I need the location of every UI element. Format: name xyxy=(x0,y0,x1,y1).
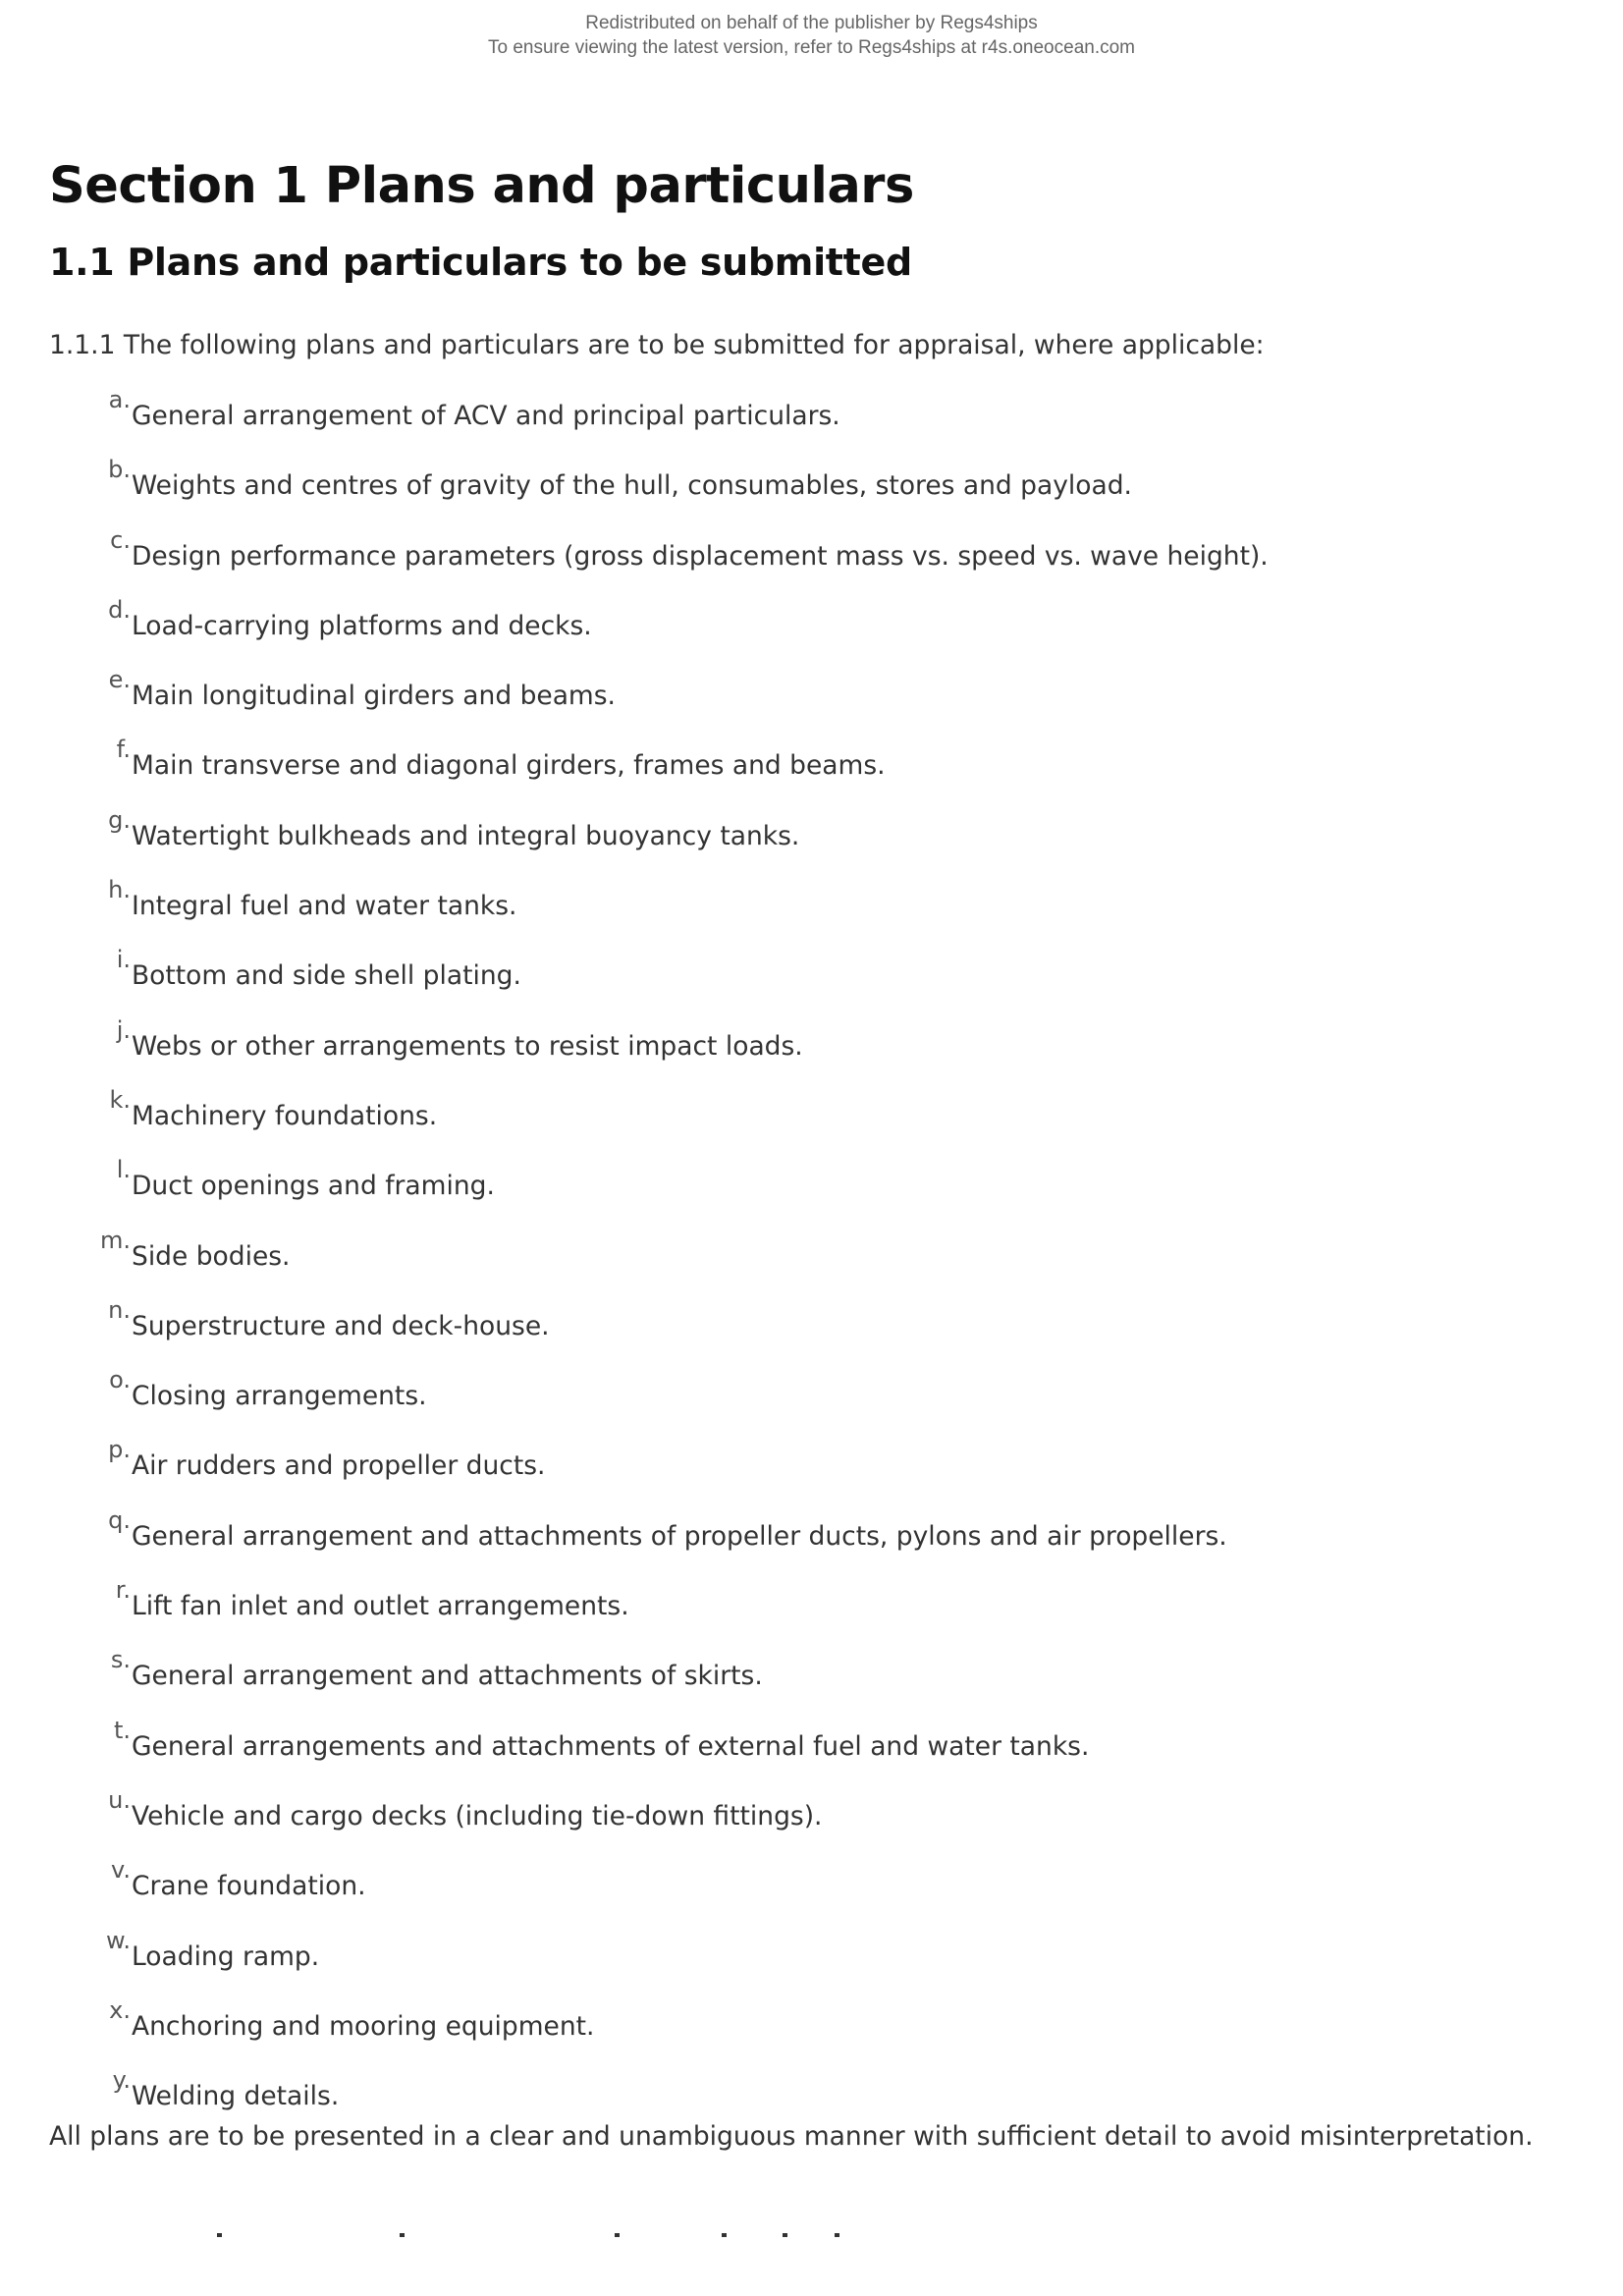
list-item-letter: y. xyxy=(112,2066,131,2095)
list-item-text: Vehicle and cargo decks (including tie-down fittings). xyxy=(132,1800,823,1831)
list-item xyxy=(49,1284,1581,1353)
list-item-letter: k. xyxy=(109,1085,131,1114)
list-item xyxy=(49,1143,1581,1213)
list-item-text: Webs or other arrangements to resist impact loads. xyxy=(132,1030,803,1062)
subsection-title: 1.1 Plans and particulars to be submitted xyxy=(49,241,912,284)
list-item-letter: v. xyxy=(111,1856,131,1885)
list-item xyxy=(49,373,1581,443)
list-item-text: Anchoring and mooring equipment. xyxy=(132,2010,595,2042)
list-item-letter: s. xyxy=(110,1646,131,1674)
list-item-letter: i. xyxy=(116,946,131,974)
list-item-text: Lift fan inlet and outlet arrangements. xyxy=(132,1591,629,1622)
list-item-text: Watertight bulkheads and integral buoyancy tanks. xyxy=(132,820,800,851)
list-item xyxy=(49,1914,1581,1984)
cut-off-next-heading xyxy=(0,2221,1623,2241)
list-item-letter: f. xyxy=(116,736,131,764)
list-item-text: Integral fuel and water tanks. xyxy=(132,891,517,922)
list-item-letter: j. xyxy=(116,1015,131,1044)
list-item xyxy=(49,2053,1581,2123)
list-item-text: Duct openings and framing. xyxy=(132,1171,495,1202)
list-item-letter: h. xyxy=(108,876,131,904)
list-item-text: Air rudders and propeller ducts. xyxy=(132,1450,546,1482)
list-item-text: Side bodies. xyxy=(132,1240,291,1272)
list-item-text: Loading ramp. xyxy=(132,1941,320,1972)
list-item-text: General arrangement of ACV and principal particulars. xyxy=(132,401,840,431)
list-item-text: Load-carrying platforms and decks. xyxy=(132,610,592,641)
section-title: Section 1 Plans and particulars xyxy=(49,157,914,215)
list-item xyxy=(49,1704,1581,1774)
list-item xyxy=(49,863,1581,933)
list-item xyxy=(49,1633,1581,1703)
list-item xyxy=(49,583,1581,653)
list-item-letter: r. xyxy=(115,1576,131,1605)
list-item xyxy=(49,1563,1581,1633)
list-item-text: Design performance parameters (gross displacement mass vs. speed vs. wave height). xyxy=(132,540,1269,572)
list-item-text: Closing arrangements. xyxy=(132,1381,427,1412)
list-item-text: General arrangements and attachments of external fuel and water tanks. xyxy=(132,1730,1090,1762)
list-item-letter: a. xyxy=(108,386,131,413)
list-item xyxy=(49,1843,1581,1913)
list-item-text: Welding details. xyxy=(132,2081,340,2112)
document-body xyxy=(49,147,1581,2155)
closing-paragraph: All plans are to be presented in a clear and unambiguous manner with sufficient detail to avoid misinterpretation. xyxy=(49,2121,1534,2153)
list-item-text: Weights and centres of gravity of the hull, consumables, stores and payload. xyxy=(132,470,1132,502)
list-item-letter: t. xyxy=(113,1716,131,1744)
banner-line-1: Redistributed on behalf of the publisher by Regs4ships xyxy=(585,13,1038,33)
list-item xyxy=(49,443,1581,513)
list-item-letter: u. xyxy=(108,1785,131,1814)
list-item-letter: w. xyxy=(105,1926,131,1954)
list-item-letter: p. xyxy=(108,1436,131,1464)
list-item-text: Bottom and side shell plating. xyxy=(132,960,521,992)
list-item-letter: n. xyxy=(108,1295,131,1324)
list-item xyxy=(49,1774,1581,1843)
redistribution-banner xyxy=(0,11,1623,60)
list-item-text: Machinery foundations. xyxy=(132,1100,438,1131)
list-item-letter: l. xyxy=(116,1156,131,1184)
list-item-letter: x. xyxy=(109,1995,131,2024)
list-item xyxy=(49,1423,1581,1493)
list-item-text: Main transverse and diagonal girders, frames and beams. xyxy=(132,750,886,782)
list-item-letter: g. xyxy=(108,805,131,834)
list-item-text: Main longitudinal girders and beams. xyxy=(132,681,616,712)
list-item-text: General arrangement and attachments of skirts. xyxy=(132,1661,763,1692)
list-item xyxy=(49,793,1581,863)
list-item xyxy=(49,723,1581,793)
plans-list xyxy=(49,373,1581,2123)
list-item-letter: m. xyxy=(99,1226,131,1254)
list-item xyxy=(49,1073,1581,1143)
list-item xyxy=(49,933,1581,1003)
list-item-letter: d. xyxy=(108,595,131,624)
list-item xyxy=(49,1214,1581,1284)
list-item-letter: b. xyxy=(108,456,131,484)
intro-paragraph: 1.1.1 The following plans and particulars are to be submitted for appraisal, where applicable: xyxy=(49,330,1265,360)
banner-line-2: To ensure viewing the latest version, refer to Regs4ships at r4s.oneocean.com xyxy=(487,37,1136,58)
list-item-letter: q. xyxy=(108,1505,131,1534)
list-item xyxy=(49,514,1581,583)
list-item-letter: c. xyxy=(110,525,131,554)
list-item-letter: o. xyxy=(109,1366,131,1394)
list-item xyxy=(49,1004,1581,1073)
list-item-letter: e. xyxy=(108,666,131,694)
list-item-text: General arrangement and attachments of propeller ducts, pylons and air propellers. xyxy=(132,1520,1227,1552)
list-item-text: Superstructure and deck-house. xyxy=(132,1310,550,1341)
list-item xyxy=(49,653,1581,723)
list-item xyxy=(49,1353,1581,1423)
list-item-text: Crane foundation. xyxy=(132,1871,366,1902)
list-item xyxy=(49,1984,1581,2053)
list-item xyxy=(49,1494,1581,1563)
